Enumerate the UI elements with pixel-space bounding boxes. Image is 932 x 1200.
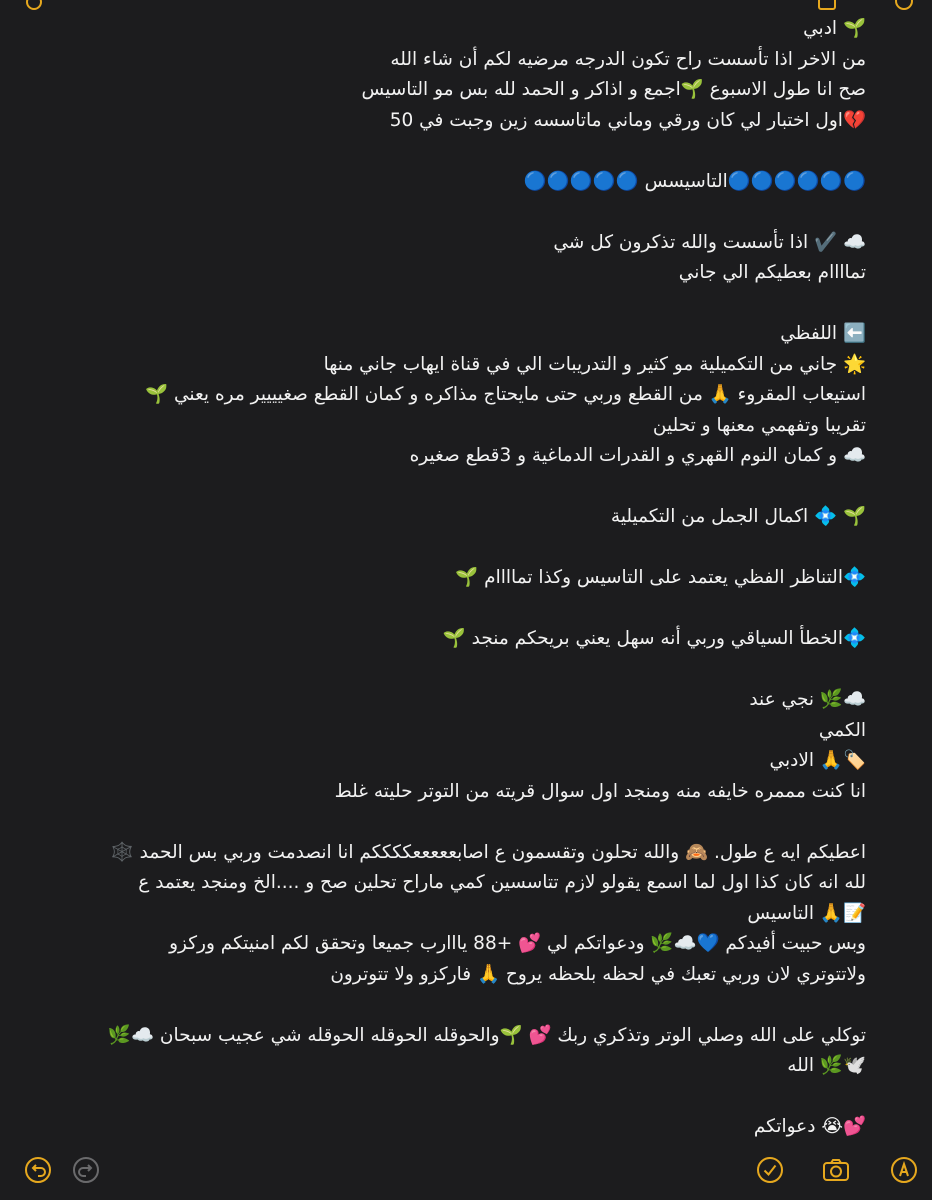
note-line <box>60 655 866 686</box>
note-line <box>60 289 866 320</box>
note-body[interactable] <box>60 14 866 1143</box>
note-line: تماااام بعطيكم الي جاني <box>678 262 866 283</box>
camera-icon[interactable] <box>822 1156 850 1184</box>
more-icon[interactable] <box>895 0 913 10</box>
note-line: ⬅️ اللفظي <box>780 323 866 344</box>
note-line: صح انا طول الاسبوع 🌱اجمع و اذاكر و الحمد لله بس مو التاسيس <box>361 79 866 100</box>
note-line: لله انه كان كذا اول لما اسمع يقولو لازم تتاسسين كمي ماراح تحلين صح و ....الخ ومنجد يعتمد ع <box>138 872 866 893</box>
undo-icon[interactable] <box>24 1156 52 1184</box>
note-line: 🕊️🌿 الله <box>787 1055 866 1076</box>
note-line: وبس حبيت أفيدكم 💙☁️🌿 ودعواتكم لي 💕 +88 يااارب جميعا وتحقق لكم امنيتكم وركزو <box>169 933 866 954</box>
top-toolbar-cutoff <box>0 0 932 8</box>
note-line <box>60 990 866 1021</box>
share-icon[interactable] <box>694 0 718 6</box>
note-line <box>60 1082 866 1113</box>
note-line: 🏷️🙏 الادبي <box>769 750 866 771</box>
note-line: توكلي على الله وصلي الوتر وتذكري ربك 💕 🌱والحوقله الحوقله الحوقله شي عجيب سبحان ☁️🌿 <box>107 1024 866 1046</box>
note-line: 🌱 💠 اكمال الجمل من التكميلية <box>610 506 866 527</box>
note-line: ☁️ ✔️ اذا تأسست والله تذكرون كل شي <box>553 231 866 253</box>
compose-icon[interactable] <box>818 0 836 10</box>
note-line <box>60 136 866 167</box>
note-line: 💕😭 دعواتكم <box>753 1116 866 1137</box>
note-line: اعطيكم ايه ع طول. 🙈 والله تحلون وتقسمون ع اصابعععععككككم انا انصدمت وربي بس الحمد 🕸️ <box>110 841 866 863</box>
note-line: انا كنت مممره خايفه منه ومنجد اول سوال قريته من التوتر حليته غلط <box>334 780 866 802</box>
note-line: 💠الخطأ السياقي وربي أنه سهل يعني بريحكم منجد 🌱 <box>442 628 866 649</box>
note-line: 💔اول اختبار لي كان ورقي وماني ماتاسسه زين وجبت في 50 <box>389 109 866 131</box>
note-line: 🌟 جاني من التكميلية مو كثير و التدريبات الي في قناة ايهاب جاني منها <box>323 353 866 375</box>
note-line: من الاخر اذا تأسست راح تكون الدرجه مرضيه لكم أن شاء الله <box>390 48 866 70</box>
note-line: ولاتتوتري لان وربي تعبك في لحظه بلحظه يروح 🙏 فاركزو ولا تتوترون <box>330 963 866 985</box>
note-line: 🔵🔵🔵🔵🔵🔵التاسيسس 🔵🔵🔵🔵🔵 <box>523 170 866 192</box>
note-line <box>60 807 866 838</box>
note-line: تقريبا وتفهمي معنها و تحلين <box>652 414 866 436</box>
note-line <box>60 594 866 625</box>
note-line <box>60 472 866 503</box>
note-line: ☁️🌿 نجي عند <box>749 689 866 710</box>
note-line: 🌱 ادبي <box>803 18 866 39</box>
note-line: 📝🙏 التاسيس <box>747 902 866 924</box>
note-line <box>60 197 866 228</box>
bottom-toolbar <box>0 1144 932 1200</box>
note-line <box>60 533 866 564</box>
note-line: استيعاب المقروء 🙏 من القطع وربي حتى مايحتاج مذاكره و كمان القطع صغيييير مره يعني 🌱 <box>145 384 866 405</box>
redo-icon[interactable] <box>72 1156 100 1184</box>
note-line: ☁️ و كمان النوم القهري و القدرات الدماغية و 3قطع صغيره <box>409 445 866 466</box>
note-line: 💠التناظر الفظي يعتمد على التاسيس وكذا تماااام 🌱 <box>455 567 866 588</box>
note-line: الكمي <box>818 719 866 741</box>
back-icon[interactable] <box>26 0 42 10</box>
checkmark-icon[interactable] <box>756 1156 784 1184</box>
markup-pen-icon[interactable] <box>890 1156 918 1184</box>
